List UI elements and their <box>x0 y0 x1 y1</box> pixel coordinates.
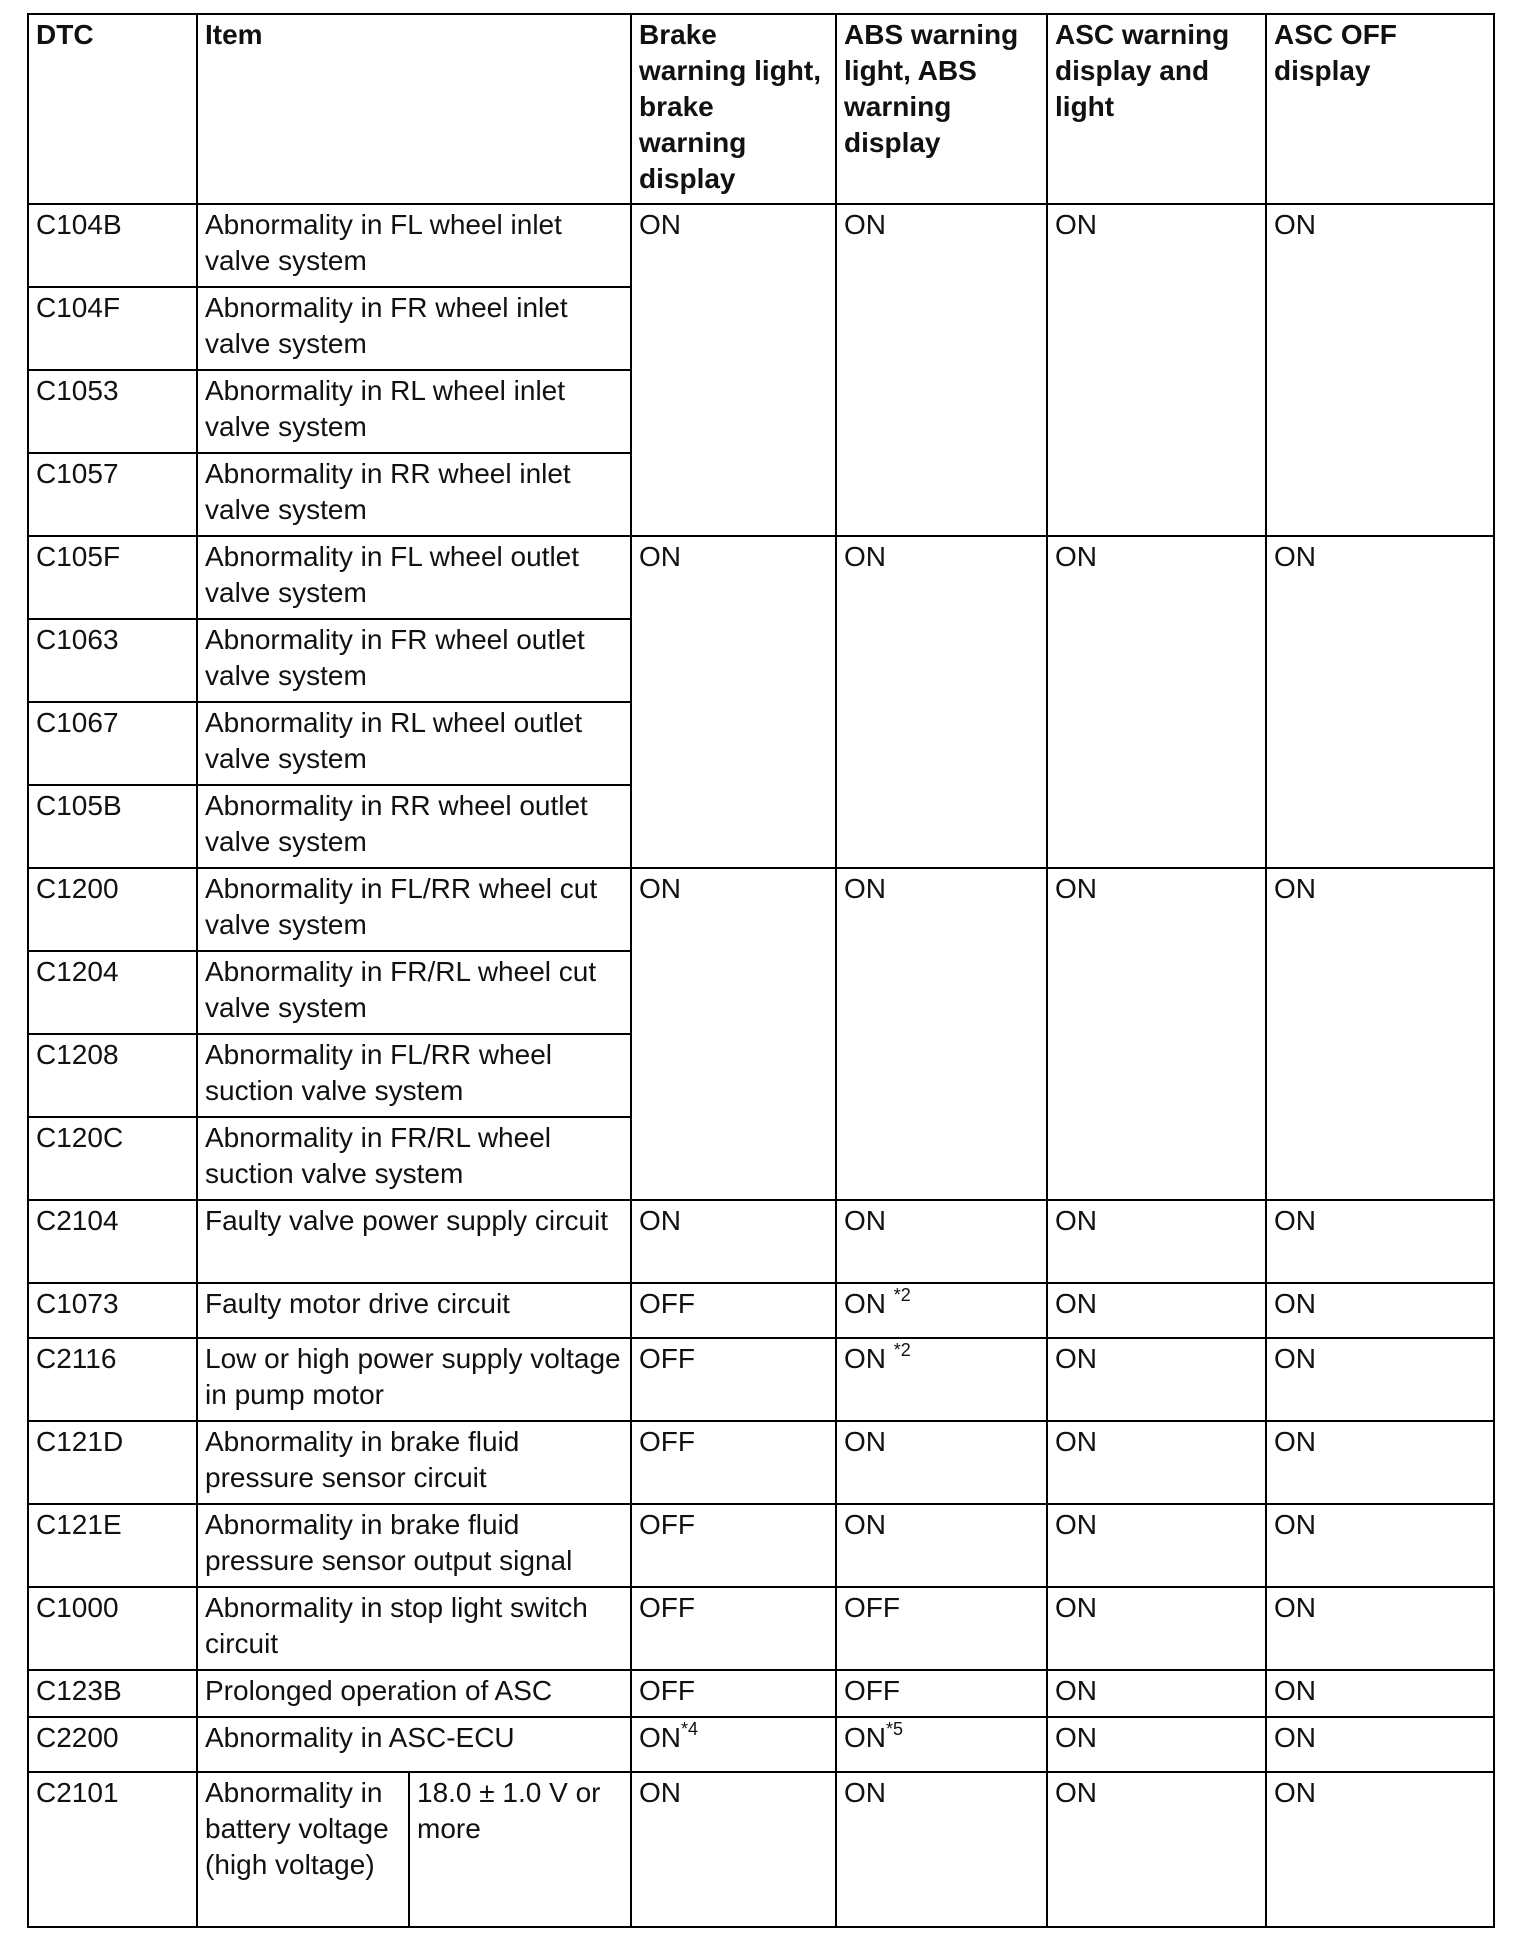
brake-status <box>631 1338 836 1421</box>
footnote-mark: *2 <box>893 1284 911 1305</box>
item-text: Abnormality in battery voltage (high voltage) <box>197 1772 409 1927</box>
dtc-code: C2116 <box>28 1338 197 1421</box>
brake-status: ON <box>631 204 836 536</box>
status-value: OFF <box>639 1509 696 1540</box>
footnote-mark: *5 <box>886 1718 904 1739</box>
dtc-table <box>27 13 1495 1928</box>
status-value: ON <box>844 1722 887 1753</box>
status-value: ON <box>844 1343 894 1374</box>
dtc-code: C104B <box>28 204 197 287</box>
dtc-code: C1063 <box>28 619 197 702</box>
abs-status <box>836 1283 1047 1338</box>
item-text: Abnormality in FR/RL wheel suction valve system <box>197 1117 631 1200</box>
asc-off-status: ON <box>1266 1200 1494 1283</box>
asc-status: ON <box>1047 1421 1266 1504</box>
status-value: ON <box>639 1722 682 1753</box>
asc-status: ON <box>1047 1587 1266 1670</box>
status-value: OFF <box>844 1675 901 1706</box>
asc-off-status: ON <box>1266 1772 1494 1927</box>
brake-status <box>631 1504 836 1587</box>
asc-status: ON <box>1047 1200 1266 1283</box>
dtc-code: C1067 <box>28 702 197 785</box>
asc-status: ON <box>1047 1717 1266 1772</box>
dtc-code: C2104 <box>28 1200 197 1283</box>
item-text: Abnormality in RL wheel inlet valve system <box>197 370 631 453</box>
dtc-code: C121E <box>28 1504 197 1587</box>
abs-status: ON <box>836 1772 1047 1927</box>
table-row <box>28 868 1494 951</box>
abs-status: ON <box>836 868 1047 1200</box>
table-row <box>28 1587 1494 1670</box>
abs-status <box>836 1717 1047 1772</box>
status-value: OFF <box>639 1675 696 1706</box>
table-row <box>28 1717 1494 1772</box>
brake-status <box>631 1421 836 1504</box>
asc-off-status: ON <box>1266 536 1494 868</box>
header-asc-warning: ASC warning display and light <box>1047 14 1266 204</box>
dtc-code: C120C <box>28 1117 197 1200</box>
status-value: ON <box>844 1205 887 1236</box>
asc-status: ON <box>1047 204 1266 536</box>
item-text: Abnormality in ASC-ECU <box>197 1717 631 1772</box>
item-text: Abnormality in FL wheel inlet valve system <box>197 204 631 287</box>
brake-status <box>631 1283 836 1338</box>
status-value: OFF <box>639 1288 696 1319</box>
abs-status <box>836 1504 1047 1587</box>
status-value: ON <box>639 1205 682 1236</box>
asc-off-status: ON <box>1266 1338 1494 1421</box>
item-text: Abnormality in RL wheel outlet valve system <box>197 702 631 785</box>
footnote-mark: *4 <box>681 1718 699 1739</box>
asc-status: ON <box>1047 536 1266 868</box>
status-value: OFF <box>639 1343 696 1374</box>
item-text: Abnormality in FR/RL wheel cut valve system <box>197 951 631 1034</box>
dtc-code: C1073 <box>28 1283 197 1338</box>
item-text: Abnormality in FR wheel inlet valve system <box>197 287 631 370</box>
dtc-code: C104F <box>28 287 197 370</box>
item-text: Abnormality in RR wheel outlet valve system <box>197 785 631 868</box>
footnote-mark: *2 <box>893 1339 911 1360</box>
table-row <box>28 1421 1494 1504</box>
brake-status <box>631 1200 836 1283</box>
item-text: Abnormality in stop light switch circuit <box>197 1587 631 1670</box>
item-text: Abnormality in FL/RR wheel suction valve system <box>197 1034 631 1117</box>
item-text: Abnormality in brake fluid pressure sensor output signal <box>197 1504 631 1587</box>
asc-status: ON <box>1047 1283 1266 1338</box>
brake-status: ON <box>631 868 836 1200</box>
item-text: Abnormality in FL wheel outlet valve system <box>197 536 631 619</box>
dtc-code: C123B <box>28 1670 197 1717</box>
abs-status <box>836 1421 1047 1504</box>
header-abs-warning: ABS warning light, ABS warning display <box>836 14 1047 204</box>
header-brake-warning: Brake warning light, brake warning display <box>631 14 836 204</box>
header-asc-off: ASC OFF display <box>1266 14 1494 204</box>
abs-status: ON <box>836 536 1047 868</box>
table-row <box>28 1283 1494 1338</box>
brake-status: ON <box>631 536 836 868</box>
asc-off-status: ON <box>1266 1670 1494 1717</box>
table-row <box>28 204 1494 287</box>
dtc-code: C1000 <box>28 1587 197 1670</box>
status-value: ON <box>844 1509 887 1540</box>
table-row <box>28 1338 1494 1421</box>
table-row <box>28 1670 1494 1717</box>
asc-off-status: ON <box>1266 1421 1494 1504</box>
table-row <box>28 1200 1494 1283</box>
dtc-code: C2200 <box>28 1717 197 1772</box>
condition-text: 18.0 ± 1.0 V or more <box>409 1772 631 1927</box>
abs-status <box>836 1670 1047 1717</box>
item-text: Abnormality in FR wheel outlet valve system <box>197 619 631 702</box>
table-row <box>28 1772 1494 1927</box>
item-text: Abnormality in brake fluid pressure sensor circuit <box>197 1421 631 1504</box>
brake-status <box>631 1717 836 1772</box>
dtc-code: C1200 <box>28 868 197 951</box>
header-row <box>28 14 1494 204</box>
asc-status: ON <box>1047 1772 1266 1927</box>
dtc-code: C121D <box>28 1421 197 1504</box>
dtc-code: C1204 <box>28 951 197 1034</box>
asc-off-status: ON <box>1266 1717 1494 1772</box>
item-text: Abnormality in FL/RR wheel cut valve system <box>197 868 631 951</box>
dtc-code: C105B <box>28 785 197 868</box>
table-row <box>28 1504 1494 1587</box>
dtc-code: C2101 <box>28 1772 197 1927</box>
status-value: OFF <box>844 1592 901 1623</box>
asc-status: ON <box>1047 1504 1266 1587</box>
item-text: Faulty valve power supply circuit <box>197 1200 631 1283</box>
status-value: ON <box>844 1288 894 1319</box>
asc-off-status: ON <box>1266 204 1494 536</box>
dtc-code: C1053 <box>28 370 197 453</box>
abs-status: ON <box>836 204 1047 536</box>
asc-off-status: ON <box>1266 1504 1494 1587</box>
status-value: OFF <box>639 1426 696 1457</box>
item-text: Prolonged operation of ASC <box>197 1670 631 1717</box>
brake-status <box>631 1670 836 1717</box>
status-value: ON <box>844 1426 887 1457</box>
item-text: Low or high power supply voltage in pump motor <box>197 1338 631 1421</box>
asc-status: ON <box>1047 1670 1266 1717</box>
asc-status: ON <box>1047 1338 1266 1421</box>
abs-status <box>836 1587 1047 1670</box>
brake-status: ON <box>631 1772 836 1927</box>
dtc-code: C1057 <box>28 453 197 536</box>
item-text: Abnormality in RR wheel inlet valve system <box>197 453 631 536</box>
asc-off-status: ON <box>1266 868 1494 1200</box>
brake-status <box>631 1587 836 1670</box>
header-dtc: DTC <box>28 14 197 204</box>
asc-off-status: ON <box>1266 1283 1494 1338</box>
asc-off-status: ON <box>1266 1587 1494 1670</box>
asc-status: ON <box>1047 868 1266 1200</box>
status-value: OFF <box>639 1592 696 1623</box>
abs-status <box>836 1200 1047 1283</box>
header-item: Item <box>197 14 631 204</box>
dtc-code: C1208 <box>28 1034 197 1117</box>
item-text: Faulty motor drive circuit <box>197 1283 631 1338</box>
abs-status <box>836 1338 1047 1421</box>
dtc-code: C105F <box>28 536 197 619</box>
table-row <box>28 536 1494 619</box>
